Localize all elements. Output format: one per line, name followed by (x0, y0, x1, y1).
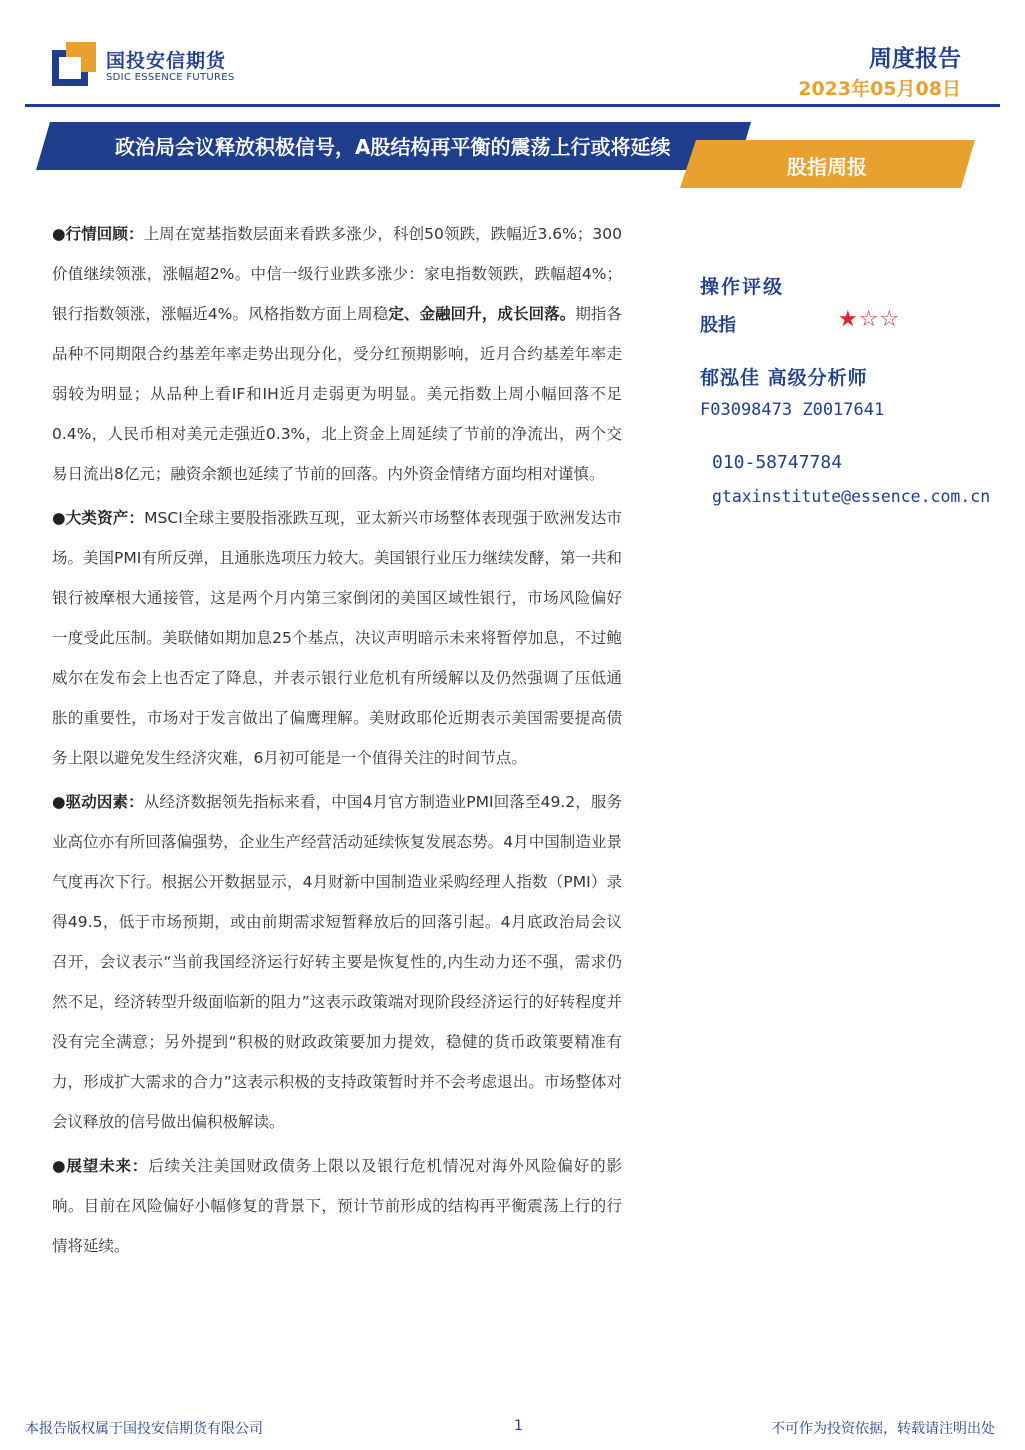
section-heading: 驱动因素： (65, 793, 144, 811)
section-text: 后续关注美国财政债务上限以及银行危机情况对海外风险偏好的影响。目前在风险偏好小幅修复的背景下，预计节前形成的结构再平衡震荡上行的行情将延续。 (52, 1157, 622, 1255)
bullet-icon: ● (52, 509, 66, 527)
section-drivers (52, 782, 622, 1142)
logo-mark-icon (52, 42, 96, 86)
section-text-continued: 期指各品种不同期限合约基差年率走势出现分化，受分红预期影响，近月合约基差年率走弱较为明显；从品种上看IF和IH近月走弱更为明显。美元指数上周小幅回落不足0.4%，人民币相对美元走强近0.3%，北上资金上周延续了节前的净流出，两个交易日流出8亿元；融资余额也延续了节前的回落。内外资金情绪方面均相对谨慎。 (52, 305, 622, 483)
section-heading: 大类资产： (65, 509, 145, 527)
section-text: 上周在宽基指数层面来看跌多涨少，科创50领跌，跌幅近3.6%；300价值继续领涨，涨幅超2%。中信一级行业跌多涨少：家电指数领跌，跌幅超4%；银行指数领涨，涨幅近4%。风格指数方面上周稳 (52, 225, 622, 323)
report-title: 政治局会议释放积极信号，A股结构再平衡的震荡上行或将延续 (115, 135, 671, 159)
logo-english-name: SDIC ESSENCE FUTURES (106, 72, 235, 83)
rating-stars-icon: ★☆☆ (838, 307, 901, 332)
section-text: 从经济数据领先指标来看，中国4月官方制造业PMI回落至49.2，服务业高位亦有所回落偏强势，企业生产经营活动延续恢复发展态势。4月中国制造业景气度再次下行。根据公开数据显示，4月财新中国制造业采购经理人指数（PMI）录得49.5，低于市场预期，或由前期需求短暂释放后的回落引起。4月底政治局会议召开，会议表示“当前我国经济运行好转主要是恢复性的,内生动力还不强，需求仍然不足，经济转型升级面临新的阻力”这表示政策端对现阶段经济运行的好转程度并没有完全满意；另外提到“积极的财政政策要加力提效，稳健的货币政策要精准有力，形成扩大需求的合力”这表示积极的支持政策暂时并不会考虑退出。市场整体对会议释放的信号做出偏积极解读。 (52, 793, 622, 1131)
sidebar-info (700, 272, 1020, 506)
bullet-icon: ● (52, 793, 66, 811)
category-tag-label: 股指周报 (787, 155, 867, 179)
report-body (52, 214, 622, 1270)
report-type: 周度报告 (869, 46, 961, 72)
section-outlook (52, 1146, 622, 1266)
section-text: MSCI全球主要股指涨跌互现，亚太新兴市场整体表现强于欧洲发达市场。美国PMI有所反弹，且通胀选项压力较大。美国银行业压力继续发酵，第一共和银行被摩根大通接管，这是两个月内第三家倒闭的美国区域性银行，市场风险偏好一度受此压制。美联储如期加息25个基点，决议声明暗示未来将暂停加息，不过鲍威尔在发布会上也否定了降息，并表示银行业危机有所缓解以及仍然强调了压低通胀的重要性，市场对于发言做出了偏鹰理解。美财政耶伦近期表示美国需要提高债务上限以避免发生经济灾难，6月初可能是一个值得关注的时间节点。 (52, 509, 622, 767)
rating-row (700, 305, 1020, 339)
analyst-license: F03098473 Z0017641 (700, 400, 885, 420)
analyst-name: 郁泓佳 高级分析师 (700, 367, 868, 389)
bullet-icon: ● (52, 1157, 67, 1175)
section-asset-classes (52, 498, 622, 778)
company-logo (52, 40, 252, 90)
rating-label: 股指 (700, 315, 736, 336)
report-date: 2023年05月08日 (798, 78, 961, 100)
rating-title: 操作评级 (700, 276, 785, 298)
contact-email[interactable]: gtaxinstitute@essence.com.cn (712, 487, 991, 506)
bullet-icon: ● (52, 225, 66, 243)
section-market-review (52, 214, 622, 494)
section-heading: 展望未来： (66, 1157, 149, 1175)
contact-phone: 010-58747784 (712, 452, 843, 473)
logo-chinese-name: 国投安信期货 (106, 50, 227, 72)
section-emphasis: 定、金融回升，成长回落。 (388, 305, 576, 323)
section-heading: 行情回顾： (65, 225, 144, 243)
header-divider (25, 104, 1000, 107)
page-number: 1 (514, 1418, 523, 1434)
footer-copyright: 本报告版权属于国投安信期货有限公司 (25, 1421, 263, 1437)
footer-disclaimer: 不可作为投资依据，转载请注明出处 (771, 1421, 995, 1437)
